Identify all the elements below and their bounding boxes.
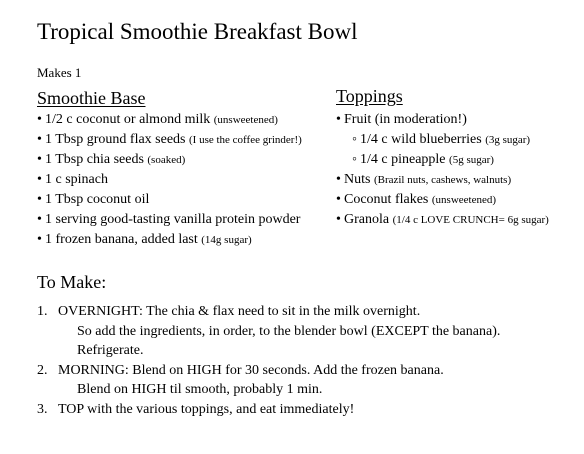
list-item: • Coconut flakes (unsweetened) (336, 192, 497, 207)
list-item: • 1/2 c coconut or almond milk (unsweetened) (37, 112, 278, 127)
list-item: • Nuts (Brazil nuts, cashews, walnuts) (336, 172, 512, 187)
servings-label: Makes 1 (37, 65, 82, 80)
list-item: • 1 serving good-tasting vanilla protein powder (37, 212, 301, 227)
list-item: • 1 c spinach (37, 172, 108, 187)
to-make-heading: To Make: (37, 272, 107, 292)
smoothie-base-heading: Smoothie Base (37, 88, 146, 108)
toppings-list (336, 110, 549, 230)
toppings-heading: Toppings (336, 86, 403, 106)
smoothie-base-list (37, 110, 302, 250)
list-item: ◦ 1/4 c wild blueberries (3g sugar) (352, 132, 531, 147)
list-item: ◦ 1/4 c pineapple (5g sugar) (352, 152, 494, 167)
list-item: • Granola (1/4 c LOVE CRUNCH= 6g sugar) (336, 212, 549, 227)
list-item: • 1 Tbsp coconut oil (37, 192, 150, 207)
instruction-step: 1. OVERNIGHT: The chia & flax need to sit in the milk overnight. So add the ingredients, in order, to the blender bowl (EXCEPT the banana). Refrigerate. (37, 304, 501, 358)
recipe-title: Tropical Smoothie Breakfast Bowl (37, 19, 358, 44)
list-item: • 1 Tbsp ground flax seeds (I use the coffee grinder!) (37, 132, 302, 147)
instruction-step: 3. TOP with the various toppings, and eat immediately! (37, 401, 355, 417)
list-item: • 1 Tbsp chia seeds (soaked) (37, 152, 186, 167)
instructions-list (37, 302, 557, 419)
instruction-step: 2. MORNING: Blend on HIGH for 30 seconds. Add the frozen banana. Blend on HIGH til smooth, probably 1 min. (37, 362, 444, 397)
list-item: • Fruit (in moderation!) (336, 112, 467, 127)
list-item: • 1 frozen banana, added last (14g sugar) (37, 232, 252, 247)
